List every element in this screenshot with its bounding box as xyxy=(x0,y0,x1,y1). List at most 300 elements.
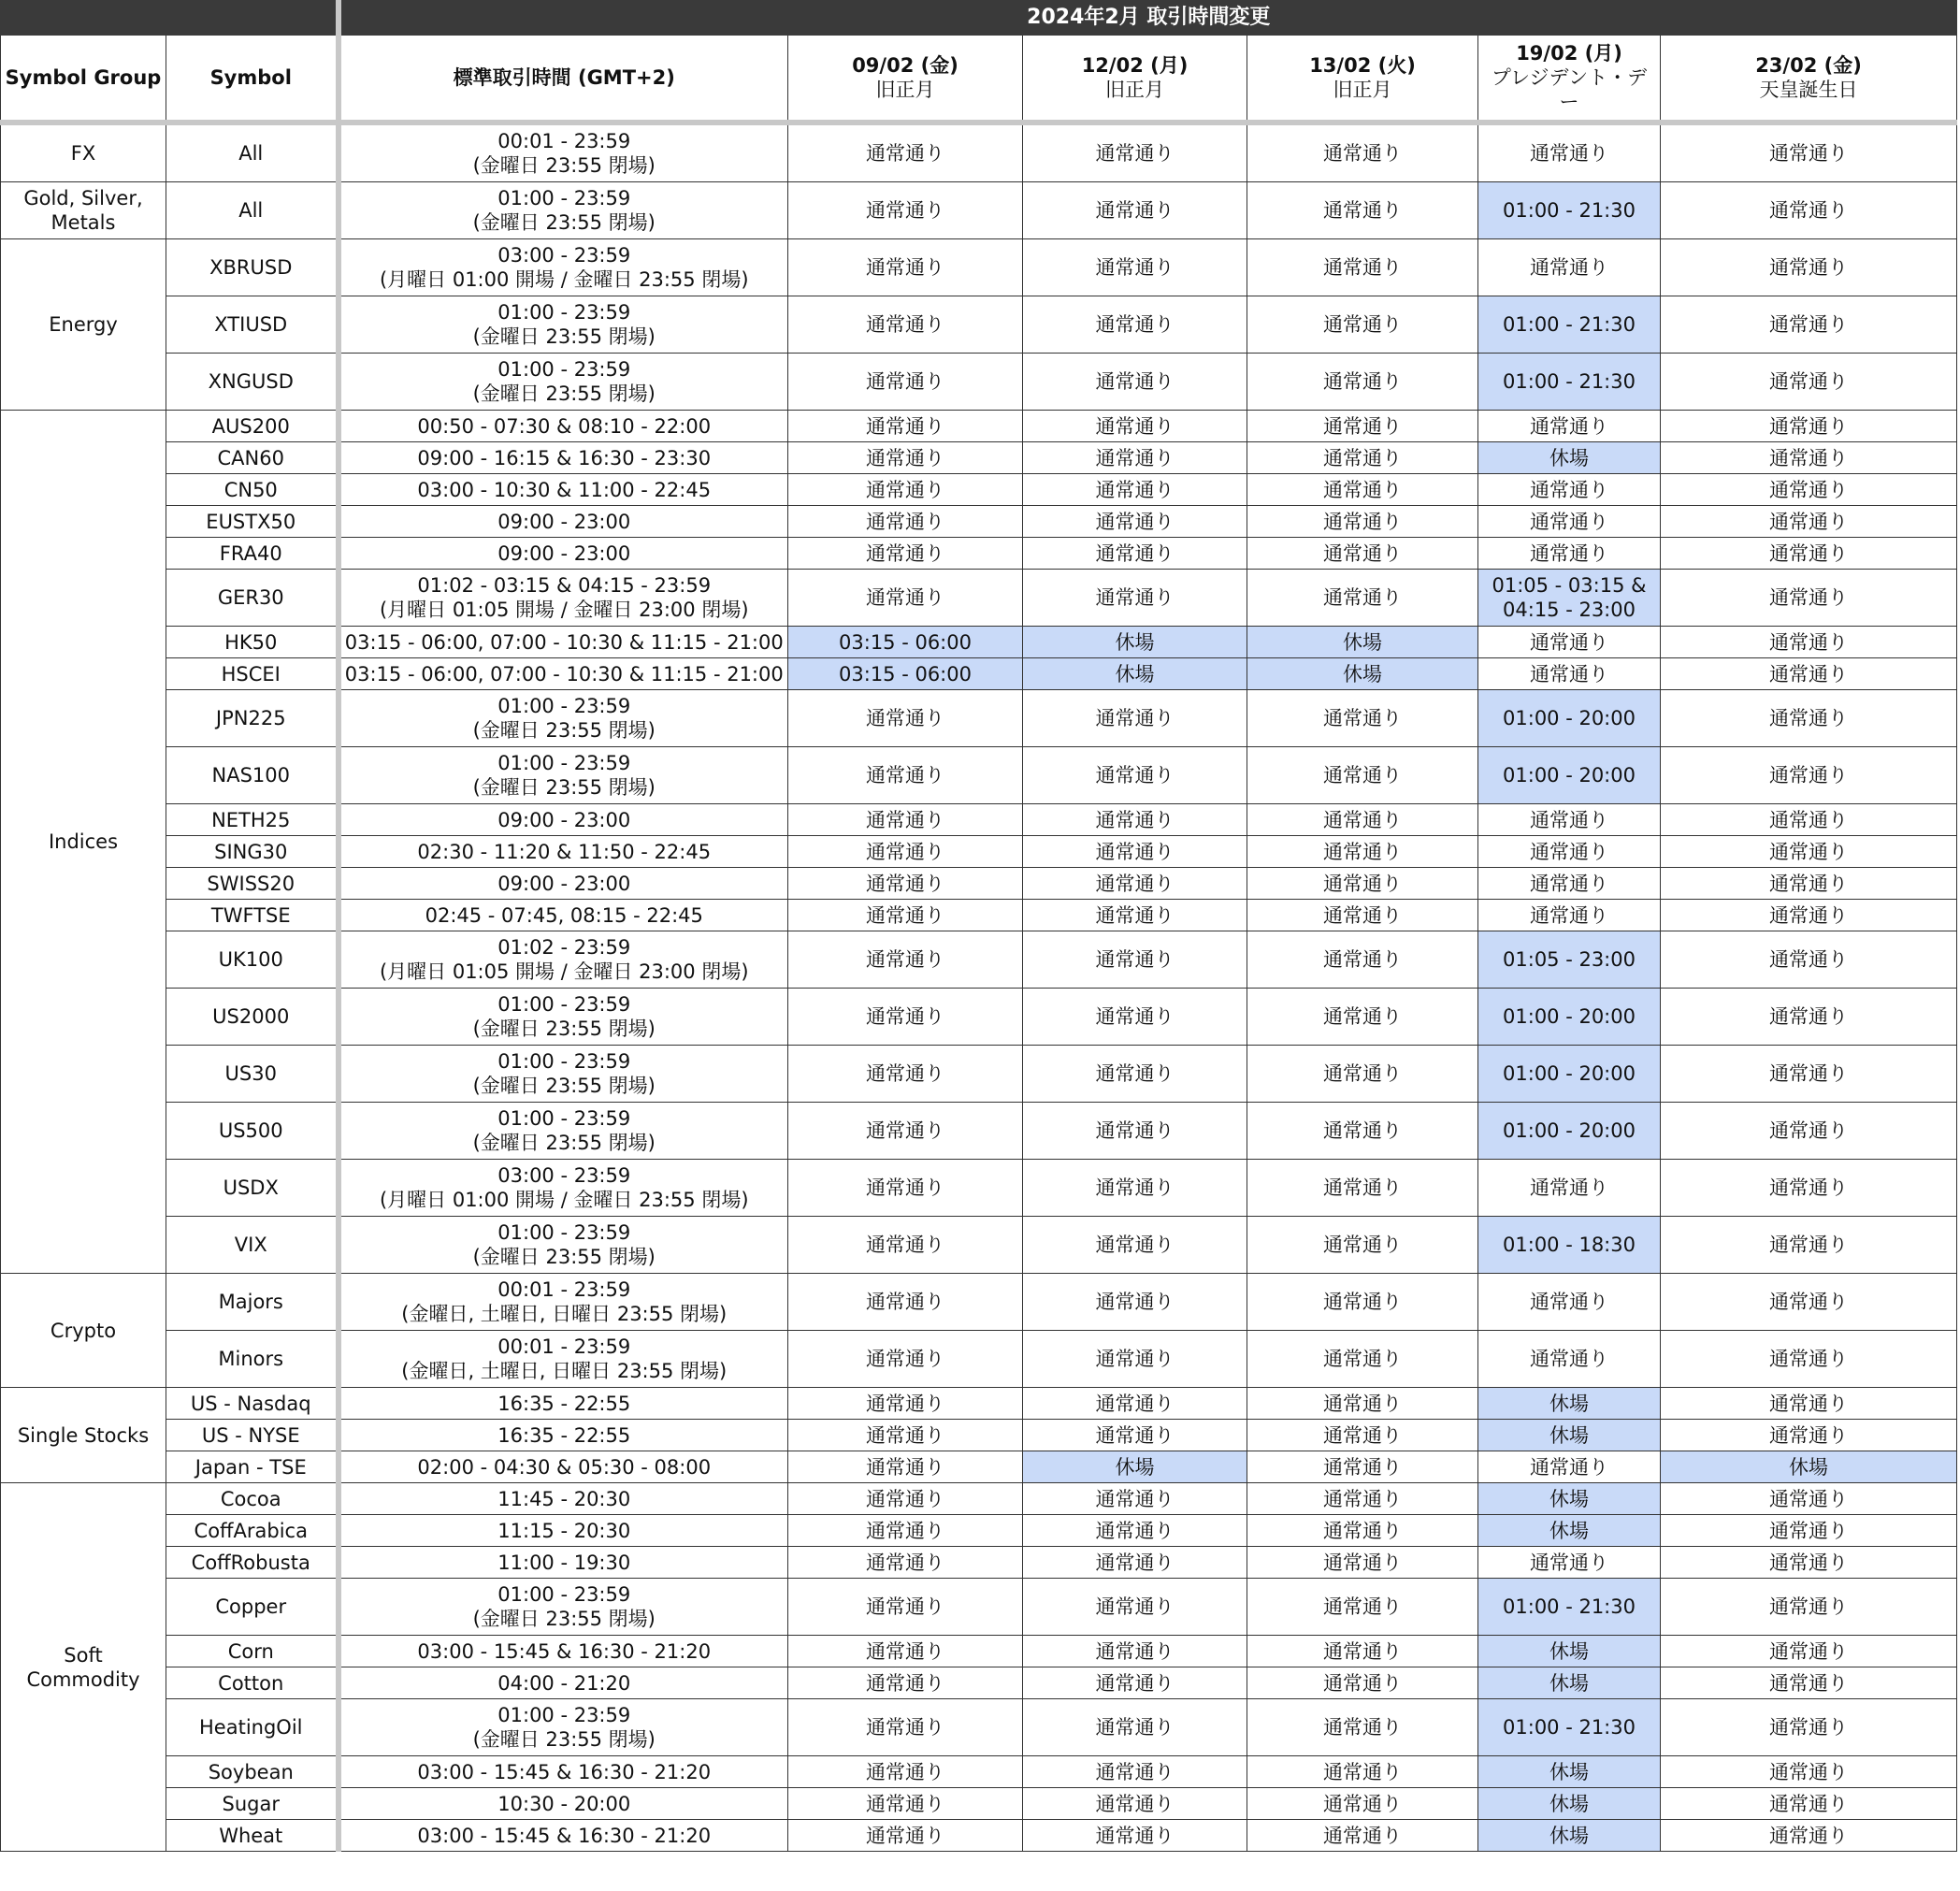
date-status-cell: 通常通り xyxy=(788,1046,1023,1103)
standard-hours-cell: 01:00 - 23:59 (金曜日 23:55 閉場) xyxy=(339,1579,788,1636)
date-status-cell: 通常通り xyxy=(1247,1636,1478,1667)
date-status-cell: 通常通り xyxy=(1478,1160,1661,1217)
date-status-cell: 通常通り xyxy=(1023,1388,1247,1420)
table-row xyxy=(1,1515,1957,1547)
date-status-cell: 通常通り xyxy=(1478,900,1661,931)
date-status-cell: 通常通り xyxy=(1661,1636,1957,1667)
table-row xyxy=(1,690,1957,747)
date-status-cell: 通常通り xyxy=(1247,1756,1478,1788)
standard-hours-cell: 03:00 - 23:59 (月曜日 01:00 開場 / 金曜日 23:55 閉場) xyxy=(339,1160,788,1217)
date-status-cell: 01:05 - 23:00 xyxy=(1478,931,1661,989)
date-status-cell: 通常通り xyxy=(1023,1160,1247,1217)
table-row xyxy=(1,989,1957,1046)
date-status-cell: 休場 xyxy=(1478,1515,1661,1547)
date-status-cell: 通常通り xyxy=(788,354,1023,411)
table-row xyxy=(1,123,1957,182)
date-status-cell: 通常通り xyxy=(1247,1331,1478,1388)
symbol-cell: CoffArabica xyxy=(166,1515,339,1547)
date-status-cell: 通常通り xyxy=(1661,1046,1957,1103)
standard-hours-cell: 01:00 - 23:59 (金曜日 23:55 閉場) xyxy=(339,1217,788,1274)
date-status-cell: 通常通り xyxy=(788,1820,1023,1852)
date-status-cell: 通常通り xyxy=(788,690,1023,747)
date-status-cell: 通常通り xyxy=(788,296,1023,354)
header-date-0219: 19/02 (月) プレジデント・デー xyxy=(1478,36,1661,123)
table-row xyxy=(1,804,1957,836)
standard-hours-cell: 01:00 - 23:59 (金曜日 23:55 閉場) xyxy=(339,747,788,804)
date-status-cell: 通常通り xyxy=(1247,1274,1478,1331)
date-status-cell: 通常通り xyxy=(788,989,1023,1046)
date-status-cell: 03:15 - 06:00 xyxy=(788,658,1023,690)
table-row xyxy=(1,1103,1957,1160)
standard-hours-cell: 11:00 - 19:30 xyxy=(339,1547,788,1579)
date-status-cell: 休場 xyxy=(1247,627,1478,658)
symbol-cell: CoffRobusta xyxy=(166,1547,339,1579)
date-status-cell: 通常通り xyxy=(1023,182,1247,239)
date-status-cell: 通常通り xyxy=(1247,747,1478,804)
date-status-cell: 通常通り xyxy=(1478,836,1661,868)
standard-hours-cell: 03:00 - 15:45 & 16:30 - 21:20 xyxy=(339,1636,788,1667)
date-status-cell: 休場 xyxy=(1023,627,1247,658)
date-status-cell: 通常通り xyxy=(1247,989,1478,1046)
date-status-cell: 通常通り xyxy=(1661,354,1957,411)
date-status-cell: 通常通り xyxy=(1661,1103,1957,1160)
date-status-cell: 通常通り xyxy=(1661,1274,1957,1331)
symbol-cell: GER30 xyxy=(166,570,339,627)
date-status-cell: 通常通り xyxy=(1661,1420,1957,1451)
date-status-cell: 通常通り xyxy=(788,411,1023,442)
standard-hours-cell: 01:00 - 23:59 (金曜日 23:55 閉場) xyxy=(339,182,788,239)
standard-hours-cell: 03:15 - 06:00, 07:00 - 10:30 & 11:15 - 21:00 xyxy=(339,658,788,690)
table-row xyxy=(1,658,1957,690)
symbol-cell: Cocoa xyxy=(166,1483,339,1515)
table-row xyxy=(1,1046,1957,1103)
standard-hours-cell: 09:00 - 23:00 xyxy=(339,506,788,538)
symbol-group-cell: Soft Commodity xyxy=(1,1483,166,1852)
standard-hours-cell: 01:02 - 23:59 (月曜日 01:05 開場 / 金曜日 23:00 閉場) xyxy=(339,931,788,989)
date-status-cell: 通常通り xyxy=(1023,1636,1247,1667)
table-row xyxy=(1,1820,1957,1852)
date-status-cell: 通常通り xyxy=(788,1699,1023,1756)
symbol-cell: Wheat xyxy=(166,1820,339,1852)
date-status-cell: 通常通り xyxy=(788,931,1023,989)
date-status-cell: 通常通り xyxy=(788,804,1023,836)
symbol-cell: TWFTSE xyxy=(166,900,339,931)
symbol-group-cell: Gold, Silver, Metals xyxy=(1,182,166,239)
table-row xyxy=(1,900,1957,931)
date-status-cell: 01:00 - 18:30 xyxy=(1478,1217,1661,1274)
date-status-cell: 通常通り xyxy=(1478,123,1661,182)
standard-hours-cell: 16:35 - 22:55 xyxy=(339,1420,788,1451)
date-status-cell: 通常通り xyxy=(1023,1579,1247,1636)
date-status-cell: 通常通り xyxy=(1661,1547,1957,1579)
standard-hours-cell: 00:50 - 07:30 & 08:10 - 22:00 xyxy=(339,411,788,442)
date-status-cell: 01:00 - 20:00 xyxy=(1478,690,1661,747)
date-status-cell: 通常通り xyxy=(1247,1699,1478,1756)
symbol-cell: SWISS20 xyxy=(166,868,339,900)
date-status-cell: 01:05 - 03:15 & 04:15 - 23:00 xyxy=(1478,570,1661,627)
date-status-cell: 通常通り xyxy=(1023,1331,1247,1388)
date-status-cell: 通常通り xyxy=(1023,1420,1247,1451)
date-status-cell: 通常通り xyxy=(1661,989,1957,1046)
date-status-cell: 通常通り xyxy=(788,1274,1023,1331)
date-status-cell: 通常通り xyxy=(1247,804,1478,836)
date-status-cell: 通常通り xyxy=(1247,1451,1478,1483)
date-status-cell: 通常通り xyxy=(1023,1103,1247,1160)
standard-hours-cell: 03:00 - 15:45 & 16:30 - 21:20 xyxy=(339,1756,788,1788)
date-status-cell: 通常通り xyxy=(1023,900,1247,931)
date-status-cell: 通常通り xyxy=(1661,1579,1957,1636)
table-row xyxy=(1,1420,1957,1451)
table-row xyxy=(1,1699,1957,1756)
date-status-cell: 通常通り xyxy=(1478,804,1661,836)
date-status-cell: 通常通り xyxy=(1478,1547,1661,1579)
standard-hours-cell: 01:00 - 23:59 (金曜日 23:55 閉場) xyxy=(339,354,788,411)
symbol-cell: HSCEI xyxy=(166,658,339,690)
date-status-cell: 通常通り xyxy=(1247,1103,1478,1160)
date-status-cell: 通常通り xyxy=(788,506,1023,538)
symbol-cell: US - NYSE xyxy=(166,1420,339,1451)
table-row xyxy=(1,1388,1957,1420)
symbol-cell: USDX xyxy=(166,1160,339,1217)
date-status-cell: 休場 xyxy=(1478,1788,1661,1820)
date-status-cell: 休場 xyxy=(1661,1451,1957,1483)
date-status-cell: 休場 xyxy=(1478,1420,1661,1451)
date-status-cell: 通常通り xyxy=(1661,442,1957,474)
table-row xyxy=(1,868,1957,900)
standard-hours-cell: 01:00 - 23:59 (金曜日 23:55 閉場) xyxy=(339,1103,788,1160)
date-status-cell: 通常通り xyxy=(1478,1451,1661,1483)
symbol-cell: US30 xyxy=(166,1046,339,1103)
date-status-cell: 通常通り xyxy=(788,1217,1023,1274)
header-date-0212: 12/02 (月) 旧正月 xyxy=(1023,36,1247,123)
symbol-cell: Minors xyxy=(166,1331,339,1388)
date-status-cell: 通常通り xyxy=(1661,123,1957,182)
date-status-cell: 休場 xyxy=(1478,442,1661,474)
table-row xyxy=(1,747,1957,804)
date-status-cell: 通常通り xyxy=(1661,411,1957,442)
symbol-cell: Corn xyxy=(166,1636,339,1667)
date-status-cell: 通常通り xyxy=(788,1420,1023,1451)
standard-hours-cell: 09:00 - 23:00 xyxy=(339,538,788,570)
date-status-cell: 通常通り xyxy=(1023,1788,1247,1820)
date-status-cell: 通常通り xyxy=(1661,868,1957,900)
date-status-cell: 通常通り xyxy=(788,1547,1023,1579)
symbol-cell: HeatingOil xyxy=(166,1699,339,1756)
date-status-cell: 通常通り xyxy=(788,570,1023,627)
date-status-cell: 通常通り xyxy=(1023,411,1247,442)
symbol-cell: EUSTX50 xyxy=(166,506,339,538)
date-status-cell: 通常通り xyxy=(1247,1820,1478,1852)
date-status-cell: 通常通り xyxy=(1023,1756,1247,1788)
date-status-cell: 通常通り xyxy=(1247,1483,1478,1515)
symbol-group-cell: FX xyxy=(1,123,166,182)
date-status-cell: 通常通り xyxy=(1247,182,1478,239)
symbol-cell: Cotton xyxy=(166,1667,339,1699)
date-status-cell: 通常通り xyxy=(1661,747,1957,804)
date-status-cell: 通常通り xyxy=(1023,1046,1247,1103)
date-status-cell: 休場 xyxy=(1023,658,1247,690)
date-status-cell: 通常通り xyxy=(1661,239,1957,296)
date-status-cell: 通常通り xyxy=(788,538,1023,570)
date-status-cell: 通常通り xyxy=(1661,1699,1957,1756)
standard-hours-cell: 10:30 - 20:00 xyxy=(339,1788,788,1820)
date-status-cell: 通常通り xyxy=(1661,1820,1957,1852)
date-status-cell: 通常通り xyxy=(1247,1515,1478,1547)
date-status-cell: 通常通り xyxy=(1247,900,1478,931)
date-status-cell: 通常通り xyxy=(1661,627,1957,658)
standard-hours-cell: 03:00 - 10:30 & 11:00 - 22:45 xyxy=(339,474,788,506)
date-status-cell: 01:00 - 21:30 xyxy=(1478,1579,1661,1636)
date-status-cell: 通常通り xyxy=(1247,1667,1478,1699)
header-date-0223: 23/02 (金) 天皇誕生日 xyxy=(1661,36,1957,123)
date-status-cell: 通常通り xyxy=(1661,1483,1957,1515)
date-status-cell: 通常通り xyxy=(1478,1331,1661,1388)
date-status-cell: 通常通り xyxy=(1478,411,1661,442)
date-status-cell: 通常通り xyxy=(1023,570,1247,627)
date-status-cell: 03:15 - 06:00 xyxy=(788,627,1023,658)
date-status-cell: 通常通り xyxy=(1478,658,1661,690)
date-status-cell: 通常通り xyxy=(1661,1788,1957,1820)
date-status-cell: 通常通り xyxy=(1023,690,1247,747)
symbol-group-cell: Single Stocks xyxy=(1,1388,166,1483)
symbol-cell: XNGUSD xyxy=(166,354,339,411)
date-status-cell: 通常通り xyxy=(1023,442,1247,474)
date-status-cell: 通常通り xyxy=(1247,354,1478,411)
date-status-cell: 通常通り xyxy=(1023,747,1247,804)
date-status-cell: 01:00 - 21:30 xyxy=(1478,182,1661,239)
date-status-cell: 通常通り xyxy=(1023,1547,1247,1579)
date-status-cell: 通常通り xyxy=(1023,1217,1247,1274)
table-row xyxy=(1,1756,1957,1788)
table-row xyxy=(1,442,1957,474)
table-row xyxy=(1,1547,1957,1579)
header-standard-hours: 標準取引時間 (GMT+2) xyxy=(339,36,788,123)
date-status-cell: 通常通り xyxy=(788,1388,1023,1420)
date-status-cell: 01:00 - 20:00 xyxy=(1478,747,1661,804)
date-status-cell: 通常通り xyxy=(1661,836,1957,868)
table-row xyxy=(1,1788,1957,1820)
date-status-cell: 通常通り xyxy=(1478,239,1661,296)
title-row xyxy=(1,1,1957,36)
date-status-cell: 通常通り xyxy=(1661,474,1957,506)
symbol-cell: Majors xyxy=(166,1274,339,1331)
table-row xyxy=(1,570,1957,627)
date-status-cell: 通常通り xyxy=(1247,411,1478,442)
table-row xyxy=(1,1331,1957,1388)
symbol-cell: All xyxy=(166,123,339,182)
date-status-cell: 通常通り xyxy=(1247,474,1478,506)
date-status-cell: 通常通り xyxy=(1023,239,1247,296)
table-row xyxy=(1,1667,1957,1699)
header-symbol: Symbol xyxy=(166,36,339,123)
symbol-group-cell: Energy xyxy=(1,239,166,411)
date-status-cell: 通常通り xyxy=(788,1451,1023,1483)
date-status-cell: 通常通り xyxy=(1247,1046,1478,1103)
date-status-cell: 通常通り xyxy=(1661,1388,1957,1420)
date-status-cell: 通常通り xyxy=(1247,1420,1478,1451)
date-status-cell: 01:00 - 21:30 xyxy=(1478,1699,1661,1756)
date-status-cell: 通常通り xyxy=(1247,538,1478,570)
symbol-cell: Sugar xyxy=(166,1788,339,1820)
date-status-cell: 通常通り xyxy=(1247,296,1478,354)
date-status-cell: 通常通り xyxy=(788,747,1023,804)
date-status-cell: 通常通り xyxy=(1023,354,1247,411)
date-status-cell: 通常通り xyxy=(1247,1217,1478,1274)
date-status-cell: 通常通り xyxy=(1478,627,1661,658)
table-row xyxy=(1,1579,1957,1636)
table-row xyxy=(1,627,1957,658)
date-status-cell: 休場 xyxy=(1247,658,1478,690)
date-status-cell: 通常通り xyxy=(1247,1160,1478,1217)
date-status-cell: 通常通り xyxy=(1247,1547,1478,1579)
date-status-cell: 休場 xyxy=(1478,1636,1661,1667)
symbol-cell: JPN225 xyxy=(166,690,339,747)
standard-hours-cell: 11:15 - 20:30 xyxy=(339,1515,788,1547)
date-status-cell: 通常通り xyxy=(788,1667,1023,1699)
date-status-cell: 通常通り xyxy=(788,836,1023,868)
table-title: 2024年2月 取引時間変更 xyxy=(339,1,1957,36)
date-status-cell: 通常通り xyxy=(1023,931,1247,989)
date-status-cell: 通常通り xyxy=(1661,1160,1957,1217)
date-status-cell: 通常通り xyxy=(1478,474,1661,506)
date-status-cell: 通常通り xyxy=(1023,868,1247,900)
header-row xyxy=(1,36,1957,123)
date-status-cell: 通常通り xyxy=(1661,538,1957,570)
standard-hours-cell: 00:01 - 23:59 (金曜日, 土曜日, 日曜日 23:55 閉場) xyxy=(339,1331,788,1388)
standard-hours-cell: 01:00 - 23:59 (金曜日 23:55 閉場) xyxy=(339,989,788,1046)
date-status-cell: 通常通り xyxy=(1247,442,1478,474)
date-status-cell: 通常通り xyxy=(1023,989,1247,1046)
date-status-cell: 01:00 - 20:00 xyxy=(1478,989,1661,1046)
date-status-cell: 通常通り xyxy=(788,1160,1023,1217)
header-symbol-group: Symbol Group xyxy=(1,36,166,123)
standard-hours-cell: 01:00 - 23:59 (金曜日 23:55 閉場) xyxy=(339,690,788,747)
table-row xyxy=(1,1160,1957,1217)
date-status-cell: 通常通り xyxy=(1661,658,1957,690)
symbol-cell: AUS200 xyxy=(166,411,339,442)
table-body xyxy=(1,123,1957,1852)
date-status-cell: 休場 xyxy=(1023,1451,1247,1483)
symbol-cell: CAN60 xyxy=(166,442,339,474)
table-row xyxy=(1,931,1957,989)
symbol-cell: FRA40 xyxy=(166,538,339,570)
symbol-cell: VIX xyxy=(166,1217,339,1274)
table-row xyxy=(1,836,1957,868)
date-status-cell: 01:00 - 21:30 xyxy=(1478,354,1661,411)
symbol-cell: US2000 xyxy=(166,989,339,1046)
symbol-cell: SING30 xyxy=(166,836,339,868)
standard-hours-cell: 03:00 - 23:59 (月曜日 01:00 開場 / 金曜日 23:55 閉場) xyxy=(339,239,788,296)
date-status-cell: 通常通り xyxy=(788,1515,1023,1547)
standard-hours-cell: 16:35 - 22:55 xyxy=(339,1388,788,1420)
table-row xyxy=(1,354,1957,411)
table-row xyxy=(1,182,1957,239)
standard-hours-cell: 01:02 - 03:15 & 04:15 - 23:59 (月曜日 01:05 開場 / 金曜日 23:00 閉場) xyxy=(339,570,788,627)
standard-hours-cell: 00:01 - 23:59 (金曜日, 土曜日, 日曜日 23:55 閉場) xyxy=(339,1274,788,1331)
symbol-group-cell: Indices xyxy=(1,411,166,1274)
date-status-cell: 通常通り xyxy=(1661,804,1957,836)
date-status-cell: 通常通り xyxy=(788,1331,1023,1388)
date-status-cell: 通常通り xyxy=(788,123,1023,182)
date-status-cell: 通常通り xyxy=(1023,1274,1247,1331)
table-row xyxy=(1,1483,1957,1515)
date-status-cell: 通常通り xyxy=(788,474,1023,506)
date-status-cell: 通常通り xyxy=(1661,1515,1957,1547)
date-status-cell: 01:00 - 20:00 xyxy=(1478,1103,1661,1160)
symbol-cell: XBRUSD xyxy=(166,239,339,296)
date-status-cell: 通常通り xyxy=(1478,538,1661,570)
symbol-cell: XTIUSD xyxy=(166,296,339,354)
date-status-cell: 通常通り xyxy=(1478,506,1661,538)
date-status-cell: 休場 xyxy=(1478,1667,1661,1699)
standard-hours-cell: 02:30 - 11:20 & 11:50 - 22:45 xyxy=(339,836,788,868)
table-row xyxy=(1,1636,1957,1667)
date-status-cell: 通常通り xyxy=(1661,1756,1957,1788)
date-status-cell: 通常通り xyxy=(1247,1388,1478,1420)
date-status-cell: 通常通り xyxy=(1478,1274,1661,1331)
standard-hours-cell: 03:15 - 06:00, 07:00 - 10:30 & 11:15 - 21:00 xyxy=(339,627,788,658)
date-status-cell: 通常通り xyxy=(788,1756,1023,1788)
symbol-cell: NETH25 xyxy=(166,804,339,836)
table-row xyxy=(1,506,1957,538)
date-status-cell: 通常通り xyxy=(1661,1331,1957,1388)
date-status-cell: 通常通り xyxy=(1023,1699,1247,1756)
date-status-cell: 通常通り xyxy=(1661,900,1957,931)
date-status-cell: 通常通り xyxy=(788,1483,1023,1515)
standard-hours-cell: 03:00 - 15:45 & 16:30 - 21:20 xyxy=(339,1820,788,1852)
date-status-cell: 通常通り xyxy=(788,868,1023,900)
standard-hours-cell: 11:45 - 20:30 xyxy=(339,1483,788,1515)
date-status-cell: 01:00 - 20:00 xyxy=(1478,1046,1661,1103)
table-row xyxy=(1,411,1957,442)
table-row xyxy=(1,538,1957,570)
symbol-cell: UK100 xyxy=(166,931,339,989)
standard-hours-cell: 02:00 - 04:30 & 05:30 - 08:00 xyxy=(339,1451,788,1483)
standard-hours-cell: 00:01 - 23:59 (金曜日 23:55 閉場) xyxy=(339,123,788,182)
date-status-cell: 通常通り xyxy=(1023,296,1247,354)
symbol-cell: Soybean xyxy=(166,1756,339,1788)
symbol-cell: All xyxy=(166,182,339,239)
date-status-cell: 通常通り xyxy=(1023,1820,1247,1852)
symbol-cell: HK50 xyxy=(166,627,339,658)
standard-hours-cell: 09:00 - 23:00 xyxy=(339,804,788,836)
title-blank-cell xyxy=(1,1,339,36)
date-status-cell: 通常通り xyxy=(1023,506,1247,538)
date-status-cell: 通常通り xyxy=(788,182,1023,239)
date-status-cell: 通常通り xyxy=(788,239,1023,296)
date-status-cell: 通常通り xyxy=(1023,474,1247,506)
date-status-cell: 通常通り xyxy=(1661,506,1957,538)
date-status-cell: 休場 xyxy=(1478,1483,1661,1515)
table-row xyxy=(1,474,1957,506)
date-status-cell: 通常通り xyxy=(788,900,1023,931)
symbol-cell: Japan - TSE xyxy=(166,1451,339,1483)
date-status-cell: 通常通り xyxy=(1247,690,1478,747)
date-status-cell: 通常通り xyxy=(1478,868,1661,900)
standard-hours-cell: 02:45 - 07:45, 08:15 - 22:45 xyxy=(339,900,788,931)
date-status-cell: 通常通り xyxy=(1247,123,1478,182)
date-status-cell: 通常通り xyxy=(788,1636,1023,1667)
date-status-cell: 休場 xyxy=(1478,1388,1661,1420)
date-status-cell: 01:00 - 21:30 xyxy=(1478,296,1661,354)
header-date-0213: 13/02 (火) 旧正月 xyxy=(1247,36,1478,123)
symbol-cell: NAS100 xyxy=(166,747,339,804)
date-status-cell: 通常通り xyxy=(1661,182,1957,239)
table-row xyxy=(1,1451,1957,1483)
standard-hours-cell: 01:00 - 23:59 (金曜日 23:55 閉場) xyxy=(339,1699,788,1756)
date-status-cell: 通常通り xyxy=(788,1788,1023,1820)
date-status-cell: 通常通り xyxy=(788,1103,1023,1160)
